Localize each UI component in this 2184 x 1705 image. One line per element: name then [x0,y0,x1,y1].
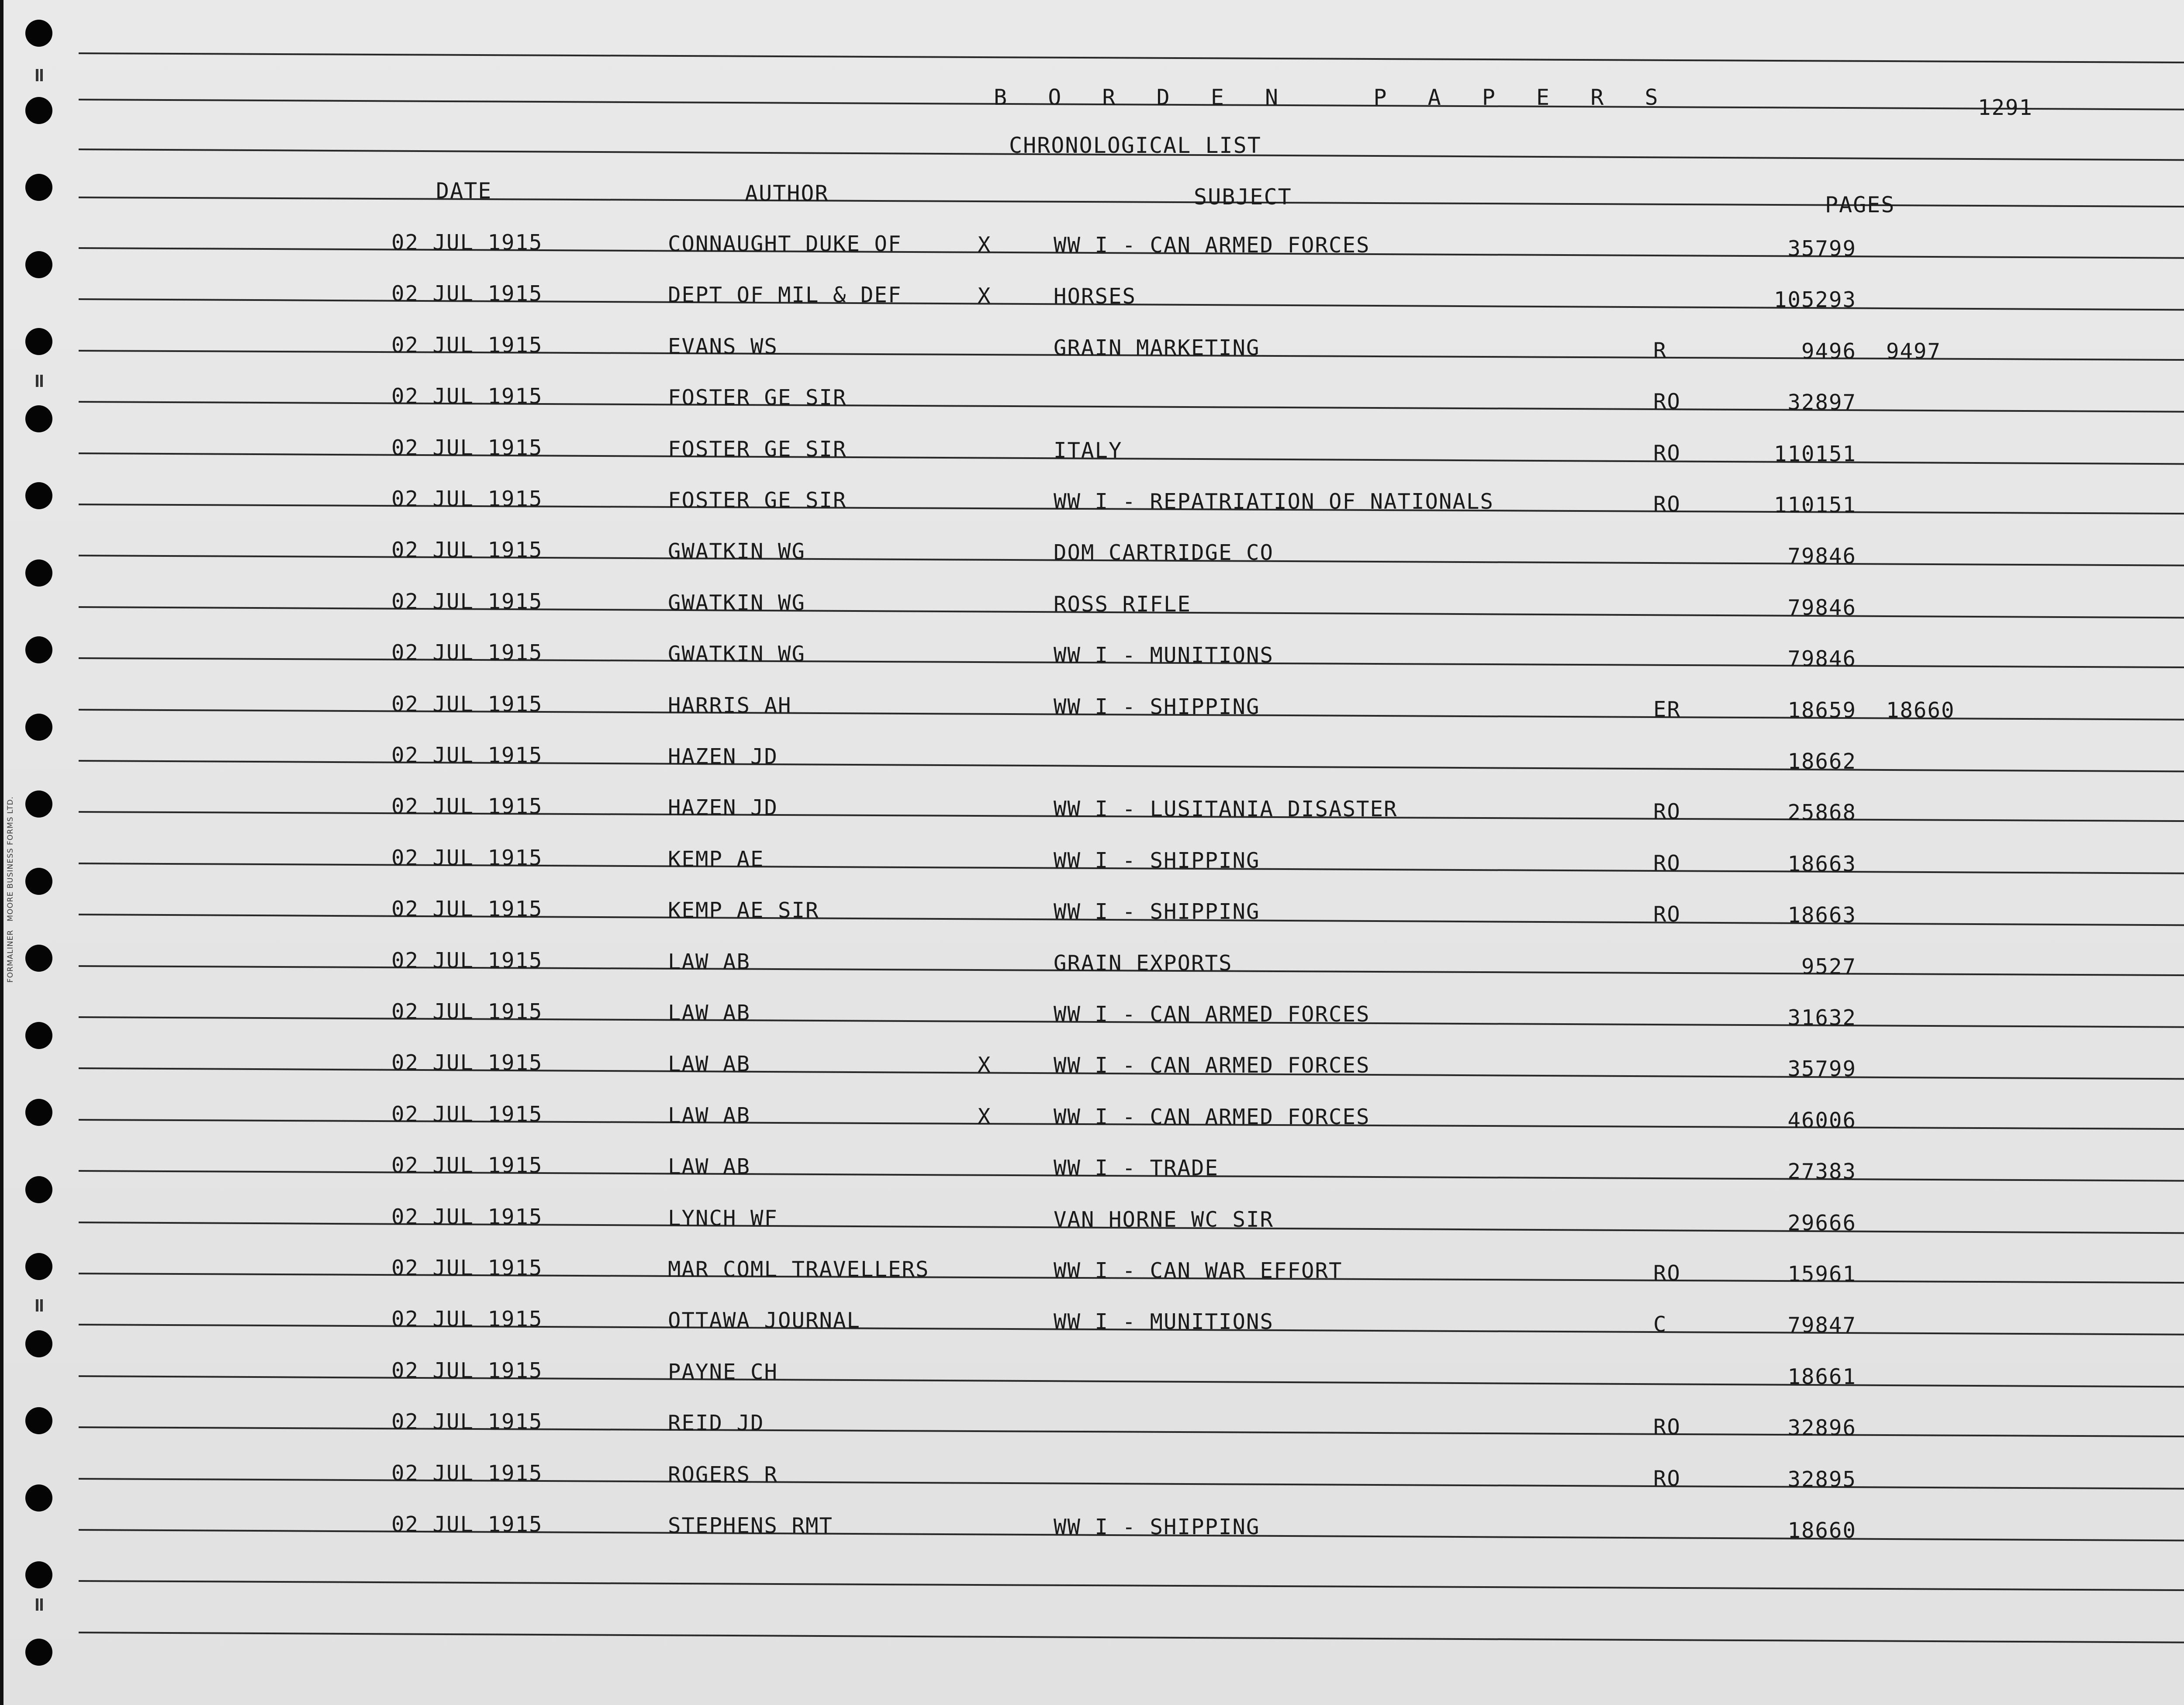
record-page-2: 18660 [1886,697,1955,723]
record-date: 02 JUL 1915 [391,1256,543,1280]
record-date: 02 JUL 1915 [391,435,543,460]
record-page: 46006 [1787,1108,1856,1133]
list-subtitle: CHRONOLOGICAL LIST [1009,133,1261,158]
record-page: 29666 [1787,1210,1856,1236]
record-date: 02 JUL 1915 [391,1204,543,1229]
record-page: 110151 [1773,493,1856,518]
sprocket-hole-left [25,1099,52,1126]
record-author: GWATKIN WG [668,539,806,564]
record-page: 105293 [1773,287,1856,313]
record-author: LAW AB [668,1052,751,1077]
sprocket-hole-left [25,945,52,972]
record-subject: HORSES [1054,284,1137,309]
record-date: 02 JUL 1915 [391,230,543,255]
record-page: 35799 [1787,1056,1856,1082]
record-code: RO [1653,1261,1681,1286]
record-author: LAW AB [668,1001,751,1025]
record-subject: WW I - CAN ARMED FORCES [1054,1104,1370,1129]
record-page: 32895 [1787,1467,1856,1492]
sprocket-hole-left [25,174,52,201]
record-subject: WW I - SHIPPING [1054,899,1260,925]
sprocket-hole-left [25,1253,52,1280]
record-page: 18663 [1787,903,1856,928]
sprocket-hole-left [25,1484,52,1512]
document-title: B O R D E N P A P E R S [994,85,1672,110]
record-page: 31632 [1787,1005,1856,1030]
record-subject: WW I - REPATRIATION OF NATIONALS [1054,489,1494,514]
record-date: 02 JUL 1915 [391,897,543,922]
record-author: STEPHENS RMT [668,1513,833,1538]
record-date: 02 JUL 1915 [391,281,543,307]
record-date: 02 JUL 1915 [391,1358,543,1383]
record-author: LAW AB [668,1103,751,1128]
ruled-line [79,1580,2184,1591]
record-x-mark: X [978,232,992,257]
record-subject: WW I - CAN ARMED FORCES [1054,1002,1370,1027]
sprocket-hole-left [25,790,52,818]
record-date: 02 JUL 1915 [391,332,543,358]
record-page: 79846 [1787,595,1856,620]
record-code: RO [1653,1466,1681,1491]
record-code: ER [1653,697,1681,722]
record-date: 02 JUL 1915 [391,487,543,511]
record-x-mark: X [978,1053,992,1078]
record-x-mark: X [978,283,992,309]
record-page: 18659 [1787,697,1856,723]
sprocket-hole-left [25,1561,52,1588]
record-code: RO [1653,389,1681,414]
record-author: GWATKIN WG [668,590,806,615]
record-date: 02 JUL 1915 [391,1050,543,1076]
sprocket-hole-left [25,1639,52,1666]
record-author: ROGERS R [668,1462,778,1487]
record-author: KEMP AE SIR [668,898,819,923]
record-subject: WW I - TRADE [1054,1156,1219,1181]
record-subject: WW I - LUSITANIA DISASTER [1054,797,1398,822]
record-date: 02 JUL 1915 [391,691,543,717]
record-page: 9527 [1801,954,1856,979]
record-author: LAW AB [668,949,751,974]
record-page: 18660 [1787,1518,1856,1543]
record-author: MAR COML TRAVELLERS [668,1257,930,1282]
record-date: 02 JUL 1915 [391,948,543,973]
record-date: 02 JUL 1915 [391,640,543,666]
record-page: 110151 [1773,441,1856,466]
record-date: 02 JUL 1915 [391,794,543,819]
record-author: DEPT OF MIL & DEF [668,283,902,308]
ruled-line [79,52,2184,64]
record-date: 02 JUL 1915 [391,999,543,1024]
record-page: 79846 [1787,646,1856,672]
record-code: RO [1653,1415,1681,1440]
record-author: CONNAUGHT DUKE OF [668,231,902,256]
sprocket-hole-left [25,251,52,278]
sprocket-hole-left [25,482,52,509]
record-code: C [1653,1312,1667,1337]
record-author: LAW AB [668,1154,751,1180]
record-code: RO [1653,850,1681,876]
record-subject: GRAIN EXPORTS [1054,950,1233,976]
record-subject: GRAIN MARKETING [1054,335,1260,360]
record-date: 02 JUL 1915 [391,1460,543,1486]
record-page: 15961 [1787,1262,1856,1287]
page-number: 1291 [1978,95,2033,120]
sprocket-hole-left [25,714,52,741]
record-x-mark: X [978,1104,992,1129]
column-header-subject: SUBJECT [1194,184,1292,210]
record-subject: VAN HORNE WC SIR [1054,1207,1274,1232]
record-author: FOSTER GE SIR [668,488,847,513]
record-code: RO [1653,492,1681,517]
record-date: 02 JUL 1915 [391,1101,543,1127]
record-author: KEMP AE [668,846,764,872]
record-author: HAZEN JD [668,744,778,769]
record-date: 02 JUL 1915 [391,589,543,614]
record-subject: WW I - SHIPPING [1054,694,1260,719]
record-date: 02 JUL 1915 [391,384,543,409]
record-subject: ROSS RIFLE [1054,591,1192,617]
record-date: 02 JUL 1915 [391,1153,543,1178]
perforation-tick [34,69,45,81]
record-page: 79847 [1787,1313,1856,1338]
record-page: 9496 [1801,338,1856,364]
column-header-author: AUTHOR [745,181,829,206]
record-page: 35799 [1787,236,1856,261]
perforation-tick [34,1598,45,1611]
record-author: FOSTER GE SIR [668,436,847,462]
record-date: 02 JUL 1915 [391,743,543,768]
record-author: HAZEN JD [668,795,778,821]
record-author: OTTAWA JOURNAL [668,1308,861,1333]
record-page: 32896 [1787,1415,1856,1441]
record-subject: WW I - CAN ARMED FORCES [1054,1053,1370,1078]
record-author: GWATKIN WG [668,642,806,667]
record-subject: DOM CARTRIDGE CO [1054,540,1274,566]
sprocket-hole-left [25,328,52,355]
record-page: 79846 [1787,544,1856,569]
sprocket-hole-left [25,405,52,432]
record-page: 32897 [1787,390,1856,415]
record-author: HARRIS AH [668,693,792,718]
record-author: EVANS WS [668,334,778,359]
record-subject: WW I - MUNITIONS [1054,643,1274,668]
record-subject: WW I - CAN WAR EFFORT [1054,1258,1343,1283]
record-code: RO [1653,799,1681,825]
perforation-tick [34,375,45,387]
sheet-left-edge [0,0,3,1705]
sprocket-hole-left [25,559,52,587]
record-page: 18661 [1787,1364,1856,1389]
sprocket-hole-left [25,1176,52,1203]
record-author: FOSTER GE SIR [668,385,847,411]
record-date: 02 JUL 1915 [391,538,543,563]
record-code: R [1653,338,1667,363]
record-subject: ITALY [1054,438,1123,463]
record-author: LYNCH WF [668,1205,778,1231]
sprocket-hole-left [25,868,52,895]
column-header-date: DATE [436,178,492,204]
margin-imprint: FORMALINER MOORE BUSINESS FORMS LTD. [6,796,15,983]
sprocket-hole-left [25,1022,52,1049]
record-date: 02 JUL 1915 [391,845,543,870]
record-page: 18663 [1787,851,1856,877]
ruled-line [79,1632,2184,1643]
column-header-pages: PAGES [1825,192,1895,217]
record-subject: WW I - SHIPPING [1054,848,1260,873]
record-date: 02 JUL 1915 [391,1512,543,1537]
record-page: 27383 [1787,1159,1856,1184]
sprocket-hole-left [25,1407,52,1434]
record-code: RO [1653,440,1681,466]
record-page: 18662 [1787,749,1856,774]
sprocket-hole-left [25,20,52,47]
record-date: 02 JUL 1915 [391,1307,543,1332]
sprocket-hole-left [25,636,52,663]
sprocket-hole-left [25,97,52,124]
sprocket-hole-left [25,1330,52,1357]
record-author: PAYNE CH [668,1359,778,1384]
record-date: 02 JUL 1915 [391,1409,543,1435]
record-author: REID JD [668,1411,764,1436]
perforation-tick [34,1299,45,1312]
record-subject: WW I - CAN ARMED FORCES [1054,233,1370,258]
record-subject: WW I - MUNITIONS [1054,1309,1274,1335]
record-page-2: 9497 [1886,338,1942,364]
record-subject: WW I - SHIPPING [1054,1515,1260,1539]
record-code: RO [1653,902,1681,927]
record-page: 25868 [1787,800,1856,825]
